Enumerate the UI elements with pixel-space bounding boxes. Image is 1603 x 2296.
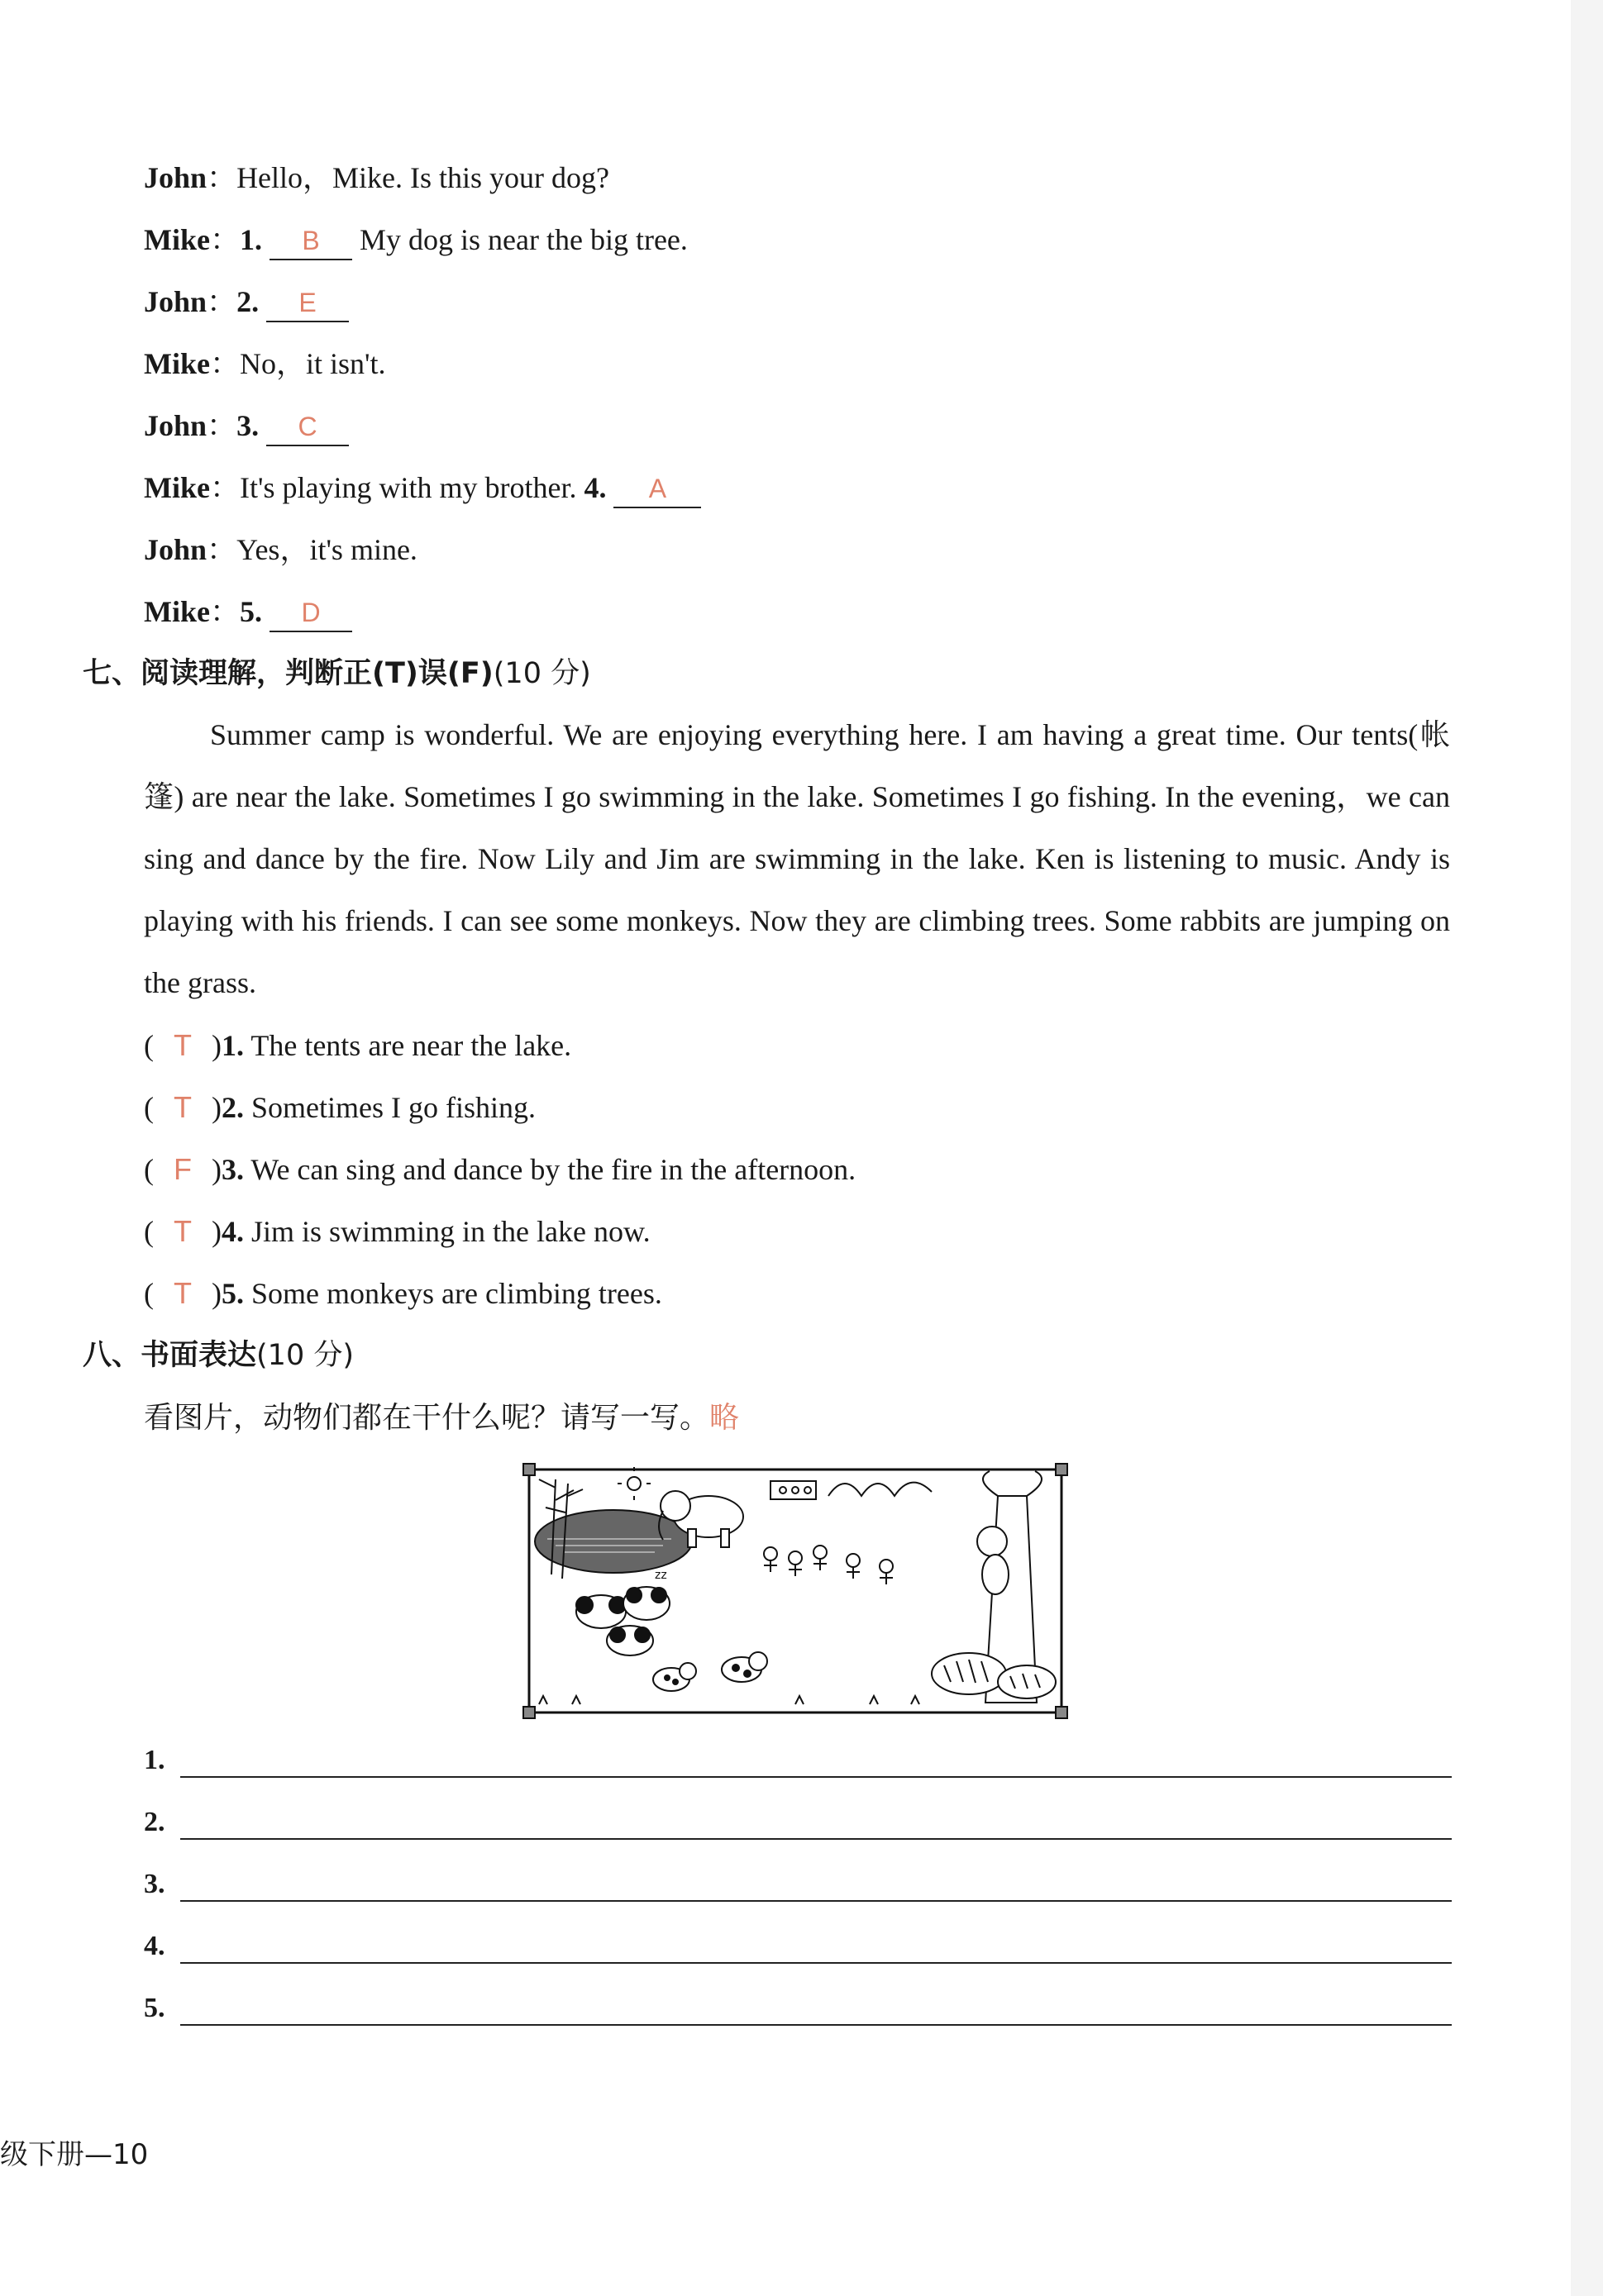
page-footer: 级下册—10 — [0, 2138, 149, 2171]
writing-line-3[interactable]: 3. — [144, 1864, 1452, 1905]
tf-question-1: ( T )1. The tents are near the lake. — [144, 1025, 571, 1066]
dialogue-line-3: John：2. E — [144, 281, 349, 322]
writing-instruction: 看图片，动物们都在干什么呢？请写一写。略 — [144, 1400, 740, 1435]
frame-corner — [523, 1464, 535, 1475]
dialogue-line-6: Mike：It's playing with my brother. 4. A — [144, 467, 701, 508]
tf-answer[interactable]: T — [174, 1028, 192, 1062]
tf-question-2: ( T )2. Sometimes I go fishing. — [144, 1087, 536, 1128]
dialogue-line-8: Mike：5. D — [144, 591, 352, 632]
writing-line-5[interactable]: 5. — [144, 1988, 1452, 2029]
dialogue-line-7: John：Yes，it's mine. — [144, 533, 417, 566]
answer-blank[interactable]: C — [266, 408, 349, 446]
reading-passage: Summer camp is wonderful. We are enjoying everything here. I am having a great time. Our tents(帐篷) are near the lake. Sometimes I go swimming in the lake. Sometimes I go fishing. In the evening，we can sing and dance by the fire. Now Lily and Jim are swimming in the lake. Ken is listening to music. Andy is playing with his friends. I can see some monkeys. Now they are climbing trees. Some rabbits are jumping on the grass. — [144, 718, 1450, 999]
tf-question-3: ( F )3. We can sing and dance by the fire in the afternoon. — [144, 1149, 856, 1190]
tf-answer[interactable]: T — [174, 1214, 192, 1248]
answer-blank[interactable]: D — [270, 594, 352, 632]
tf-question-5: ( T )5. Some monkeys are climbing trees. — [144, 1273, 662, 1314]
dialogue-line-5: John：3. C — [144, 405, 349, 446]
frame-corner — [1056, 1707, 1067, 1718]
section8-heading — [83, 1335, 354, 1376]
svg-text:zz: zz — [655, 1569, 667, 1582]
dialogue-line-1: John：Hello，Mike. Is this your dog? — [144, 161, 610, 194]
answer-blank[interactable]: A — [613, 470, 701, 508]
dialogue-text: Hello，Mike. Is this your dog? — [236, 161, 610, 194]
speaker: John — [144, 161, 208, 194]
frame-corner — [523, 1707, 535, 1718]
zoo-illustration — [522, 1463, 1068, 1719]
section-title: 七、阅读理解，判断正(T)误(F) — [83, 657, 494, 690]
tf-question-4: ( T )4. Jim is swimming in the lake now. — [144, 1211, 651, 1252]
writing-line-4[interactable]: 4. — [144, 1926, 1452, 1967]
page-edge — [1571, 0, 1603, 2296]
dialogue-line-4: Mike：No，it isn't. — [144, 347, 386, 380]
section7-heading — [83, 653, 591, 694]
tf-answer[interactable]: F — [174, 1152, 192, 1186]
writing-line-1[interactable]: 1. — [144, 1740, 1452, 1781]
section-title: 八、书面表达 — [83, 1339, 257, 1372]
frame-corner — [1056, 1464, 1067, 1475]
dialogue-line-2: Mike：1. B My dog is near the big tree. — [144, 219, 688, 260]
zoo-gate — [770, 1481, 816, 1499]
tf-answer[interactable]: T — [174, 1276, 192, 1310]
writing-line-2[interactable]: 2. — [144, 1802, 1452, 1843]
answer-blank[interactable]: B — [270, 222, 352, 260]
answer-blank[interactable]: E — [266, 284, 349, 322]
writing-answer: 略 — [709, 1400, 740, 1434]
section-score: (10 分) — [493, 657, 591, 690]
section-score: (10 分) — [256, 1339, 354, 1372]
tf-answer[interactable]: T — [174, 1090, 192, 1124]
